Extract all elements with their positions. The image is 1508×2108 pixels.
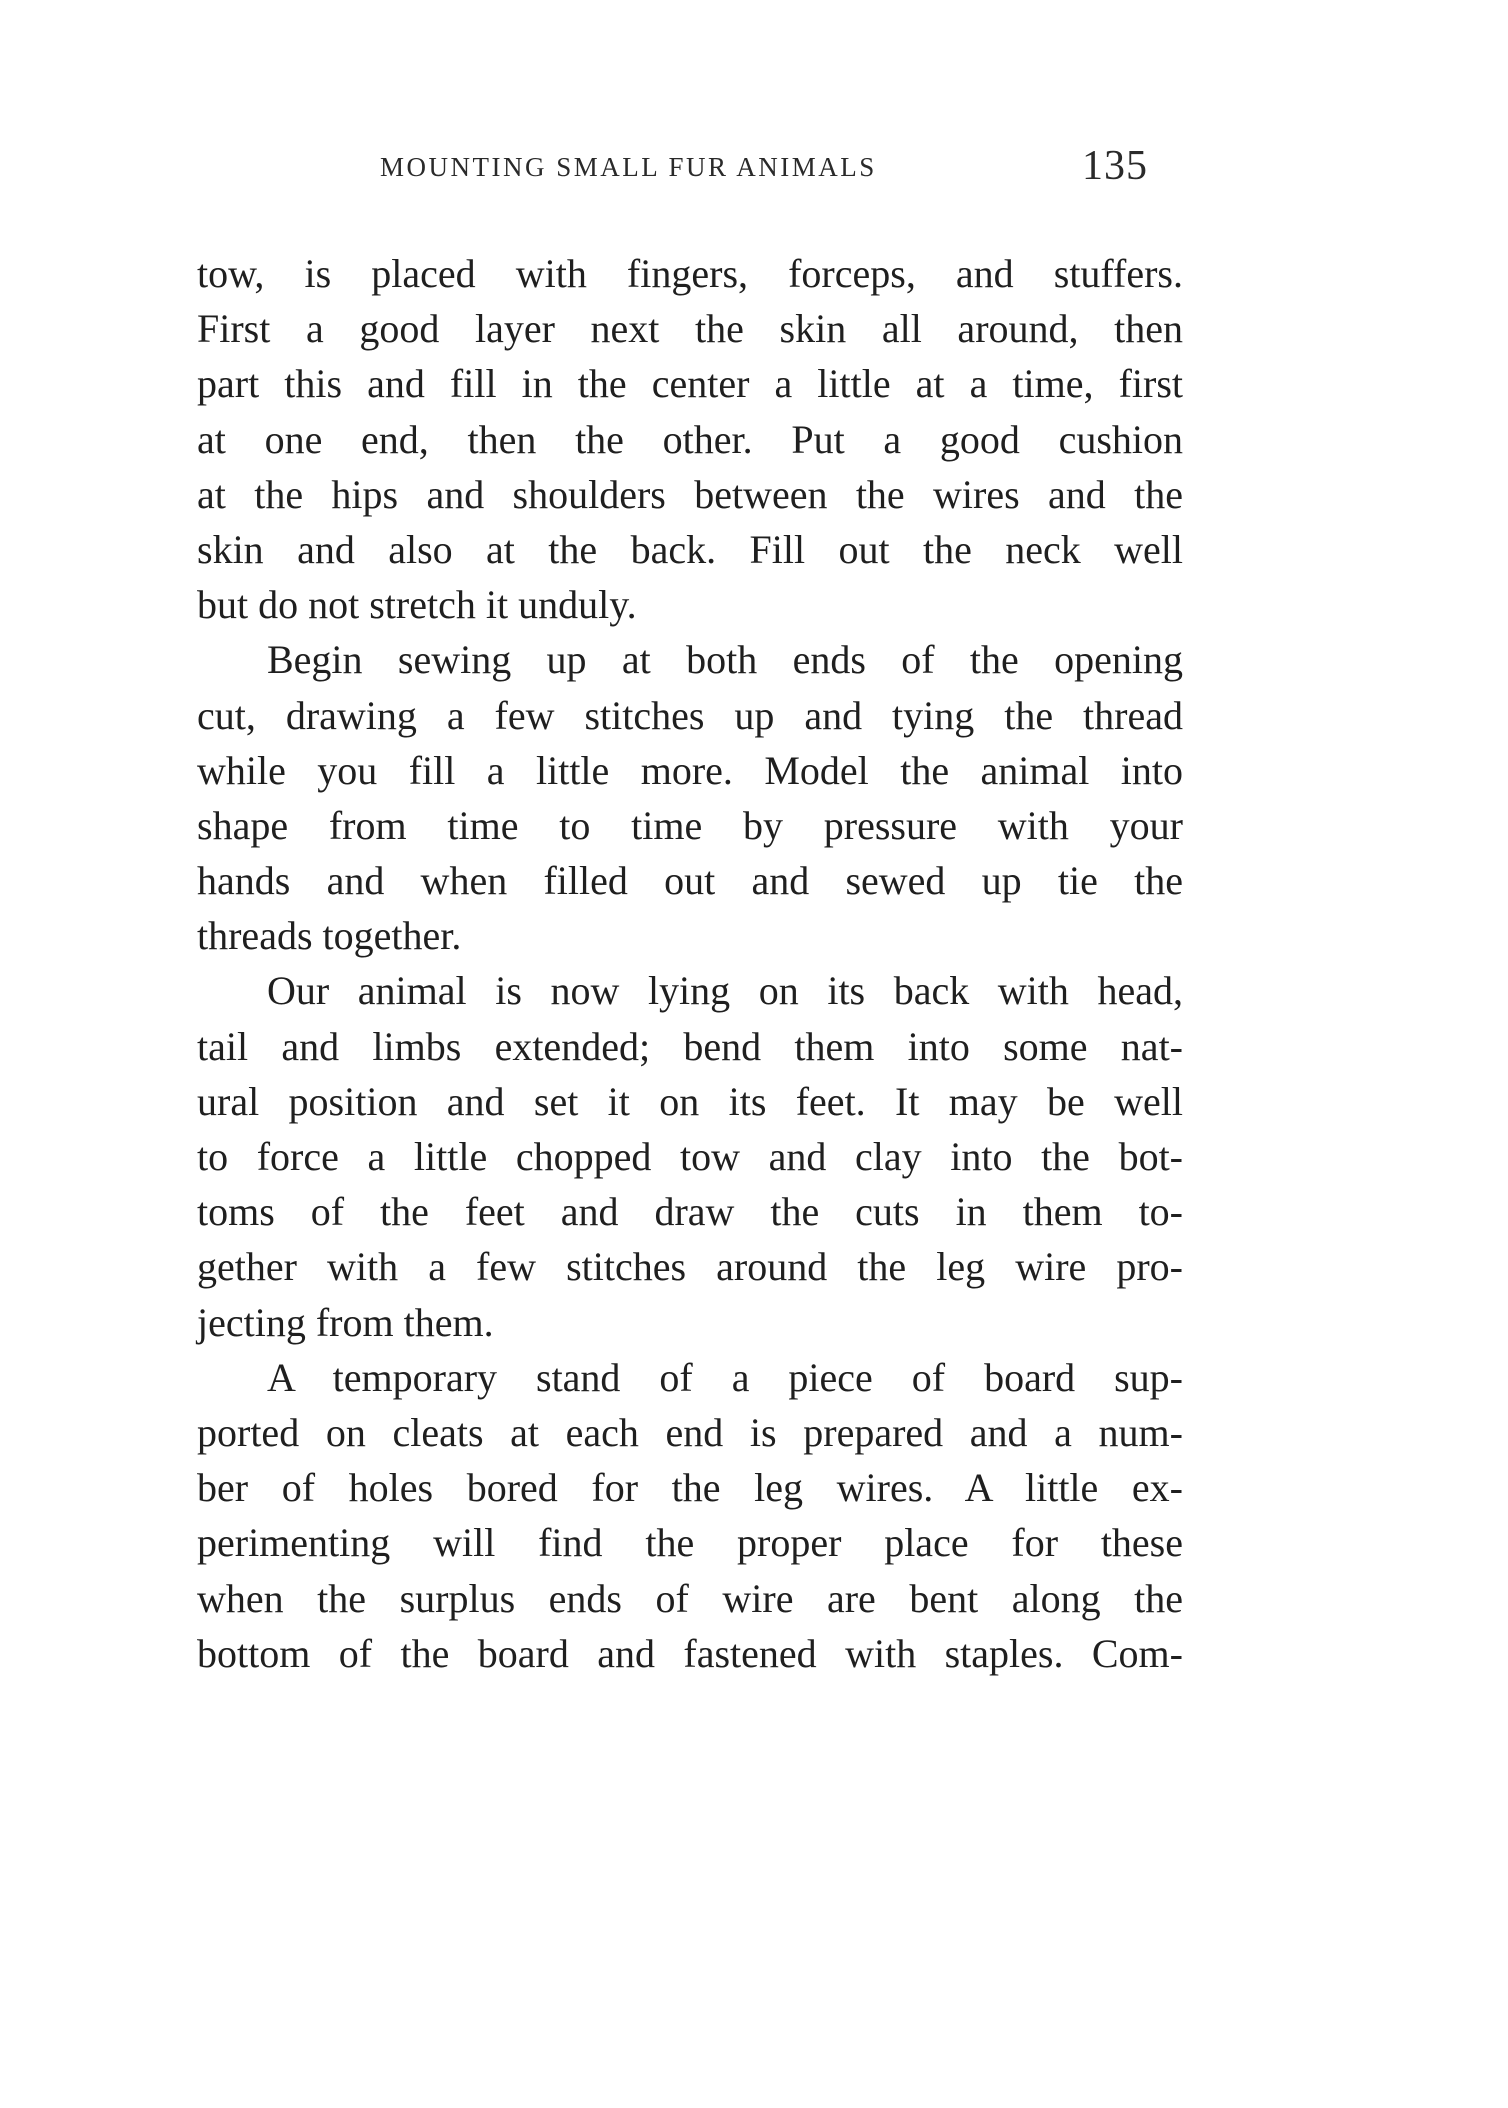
text-line: First a good layer next the skin all around, then: [197, 306, 1183, 352]
text-line: perimenting will find the proper place for these: [197, 1520, 1183, 1566]
text-line: gether with a few stitches around the leg wire pro-: [197, 1244, 1183, 1290]
paragraph-2: [197, 632, 1183, 963]
text-line: shape from time to time by pressure with your: [197, 802, 1183, 848]
text-line: Begin sewing up at both ends of the opening: [267, 637, 1183, 683]
running-head-title: MOUNTING SMALL FUR ANIMALS: [380, 152, 877, 182]
text-line: threads together.: [197, 913, 462, 959]
text-line: tail and limbs extended; bend them into some nat-: [197, 1023, 1183, 1069]
text-line: at the hips and shoulders between the wires and the: [197, 471, 1183, 517]
text-line: when the surplus ends of wire are bent along the: [197, 1575, 1183, 1621]
text-line: cut, drawing a few stitches up and tying the thread: [197, 692, 1183, 738]
page-number: 135: [1082, 143, 1148, 189]
text-line: while you fill a little more. Model the animal into: [197, 747, 1183, 793]
body-text: [197, 246, 1183, 1681]
text-line: at one end, then the other. Put a good cushion: [197, 416, 1183, 462]
paragraph-3: [197, 963, 1183, 1349]
text-line: ported on cleats at each end is prepared and a num-: [197, 1409, 1183, 1455]
paragraph-4: [197, 1350, 1183, 1681]
text-line: Our animal is now lying on its back with head,: [267, 968, 1183, 1014]
text-line: A temporary stand of a piece of board sup-: [267, 1354, 1183, 1400]
text-line: skin and also at the back. Fill out the neck well: [197, 526, 1183, 572]
text-line: to force a little chopped tow and clay into the bot-: [197, 1134, 1183, 1179]
text-line: hands and when filled out and sewed up tie the: [197, 858, 1183, 904]
text-line: tow, is placed with fingers, forceps, and stuffers.: [197, 251, 1183, 296]
text-line: toms of the feet and draw the cuts in them to-: [197, 1189, 1183, 1235]
text-line: bottom of the board and fastened with staples. Com-: [197, 1630, 1183, 1676]
text-line: part this and fill in the center a little at a time, first: [197, 361, 1183, 407]
text-line: ural position and set it on its feet. It may be well: [197, 1078, 1183, 1124]
text-line: but do not stretch it unduly.: [197, 582, 637, 628]
paragraph-1: [197, 246, 1183, 632]
text-line: ber of holes bored for the leg wires. A little ex-: [197, 1465, 1183, 1511]
text-line: jecting from them.: [197, 1299, 494, 1345]
